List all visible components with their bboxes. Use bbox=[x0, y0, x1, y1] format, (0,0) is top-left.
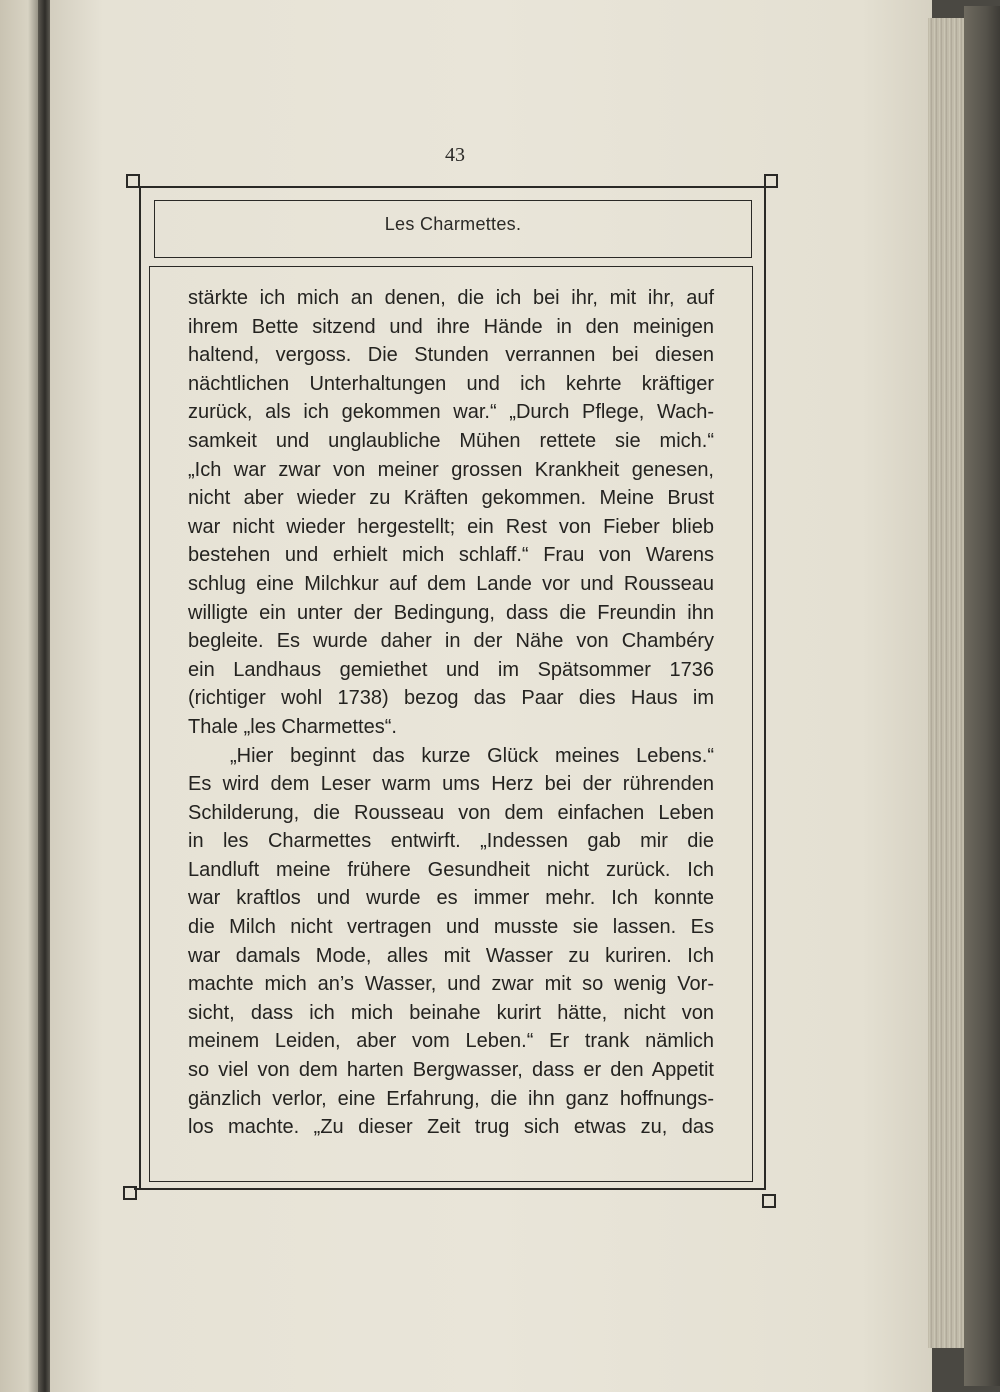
text-line: (richtiger wohl 1738) bezog das Paar dies Haus im bbox=[188, 687, 714, 710]
page-number: 43 bbox=[445, 144, 465, 166]
text-line: sicht, dass ich mich beinahe kurirt hätte, nicht von bbox=[188, 1001, 714, 1024]
text-line: meinem Leiden, aber vom Leben.“ Er trank nämlich bbox=[188, 1030, 714, 1053]
text-line: „Ich war zwar von meiner grossen Krankheit genesen, bbox=[188, 458, 714, 481]
text-line: war kraftlos und wurde es immer mehr. Ich konnte bbox=[188, 887, 714, 910]
text-line: schlug eine Milchkur auf dem Lande vor und Rousseau bbox=[188, 572, 714, 595]
text-line: in les Charmettes entwirft. „Indessen gab mir die bbox=[188, 830, 714, 853]
text-line: zurück, als ich gekommen war.“ „Durch Pflege, Wach- bbox=[188, 401, 714, 424]
text-line: „Hier beginnt das kurze Glück meines Lebens.“ bbox=[230, 744, 714, 767]
frame-bottom-rule bbox=[134, 1188, 764, 1190]
text-line: gänzlich verlor, eine Erfahrung, die ihn ganz hoffnungs- bbox=[188, 1087, 714, 1110]
frame-right-rule bbox=[764, 186, 766, 1190]
frame-corner-top-right bbox=[764, 174, 778, 188]
frame-top-rule bbox=[134, 186, 764, 188]
text-line: bestehen und erhielt mich schlaff.“ Frau von Warens bbox=[188, 544, 714, 567]
text-line: machte mich an’s Wasser, und zwar mit so wenig Vor- bbox=[188, 973, 714, 996]
text-line: Thale „les Charmettes“. bbox=[188, 715, 397, 738]
frame-corner-bottom-left bbox=[123, 1186, 137, 1200]
text-line: war nicht wieder hergestellt; ein Rest von Fieber blieb bbox=[188, 515, 714, 538]
text-line: stärkte ich mich an denen, die ich bei ihr, mit ihr, auf bbox=[188, 287, 714, 309]
text-line: nicht aber wieder zu Kräften gekommen. Meine Brust bbox=[188, 487, 714, 510]
text-line: samkeit und unglaubliche Mühen rettete sie mich.“ bbox=[188, 429, 714, 452]
text-line: Landluft meine frühere Gesundheit nicht zurück. Ich bbox=[188, 858, 714, 881]
frame-corner-top-left bbox=[126, 174, 140, 188]
frame-left-rule bbox=[139, 186, 141, 1190]
body-text bbox=[188, 284, 714, 1142]
book-cover-edge bbox=[964, 6, 1000, 1386]
running-head: Les Charmettes. bbox=[384, 214, 522, 234]
facing-page-edge bbox=[0, 0, 40, 1392]
text-line: die Milch nicht vertragen und musste sie lassen. Es bbox=[188, 916, 714, 939]
text-line: so viel von dem harten Bergwasser, dass er den Appetit bbox=[188, 1059, 714, 1082]
text-line: los machte. „Zu dieser Zeit trug sich etwas zu, das bbox=[188, 1116, 714, 1139]
text-line: willigte ein unter der Bedingung, dass die Freundin ihn bbox=[188, 601, 714, 624]
text-line: ein Landhaus gemiethet und im Spätsommer 1736 bbox=[188, 658, 714, 681]
text-line: Es wird dem Leser warm ums Herz bei der rührenden bbox=[188, 773, 714, 796]
text-line: nächtlichen Unterhaltungen und ich kehrte kräftiger bbox=[188, 372, 714, 395]
text-line: ihrem Bette sitzend und ihre Hände in den meinigen bbox=[188, 315, 714, 338]
frame-corner-bottom-right bbox=[762, 1194, 776, 1208]
text-line: begleite. Es wurde daher in der Nähe von Chambéry bbox=[188, 630, 714, 653]
text-line: haltend, vergoss. Die Stunden verrannen bei diesen bbox=[188, 344, 714, 367]
text-line: war damals Mode, alles mit Wasser zu kuriren. Ich bbox=[188, 944, 714, 967]
text-line: Schilderung, die Rousseau von dem einfachen Leben bbox=[188, 801, 714, 824]
